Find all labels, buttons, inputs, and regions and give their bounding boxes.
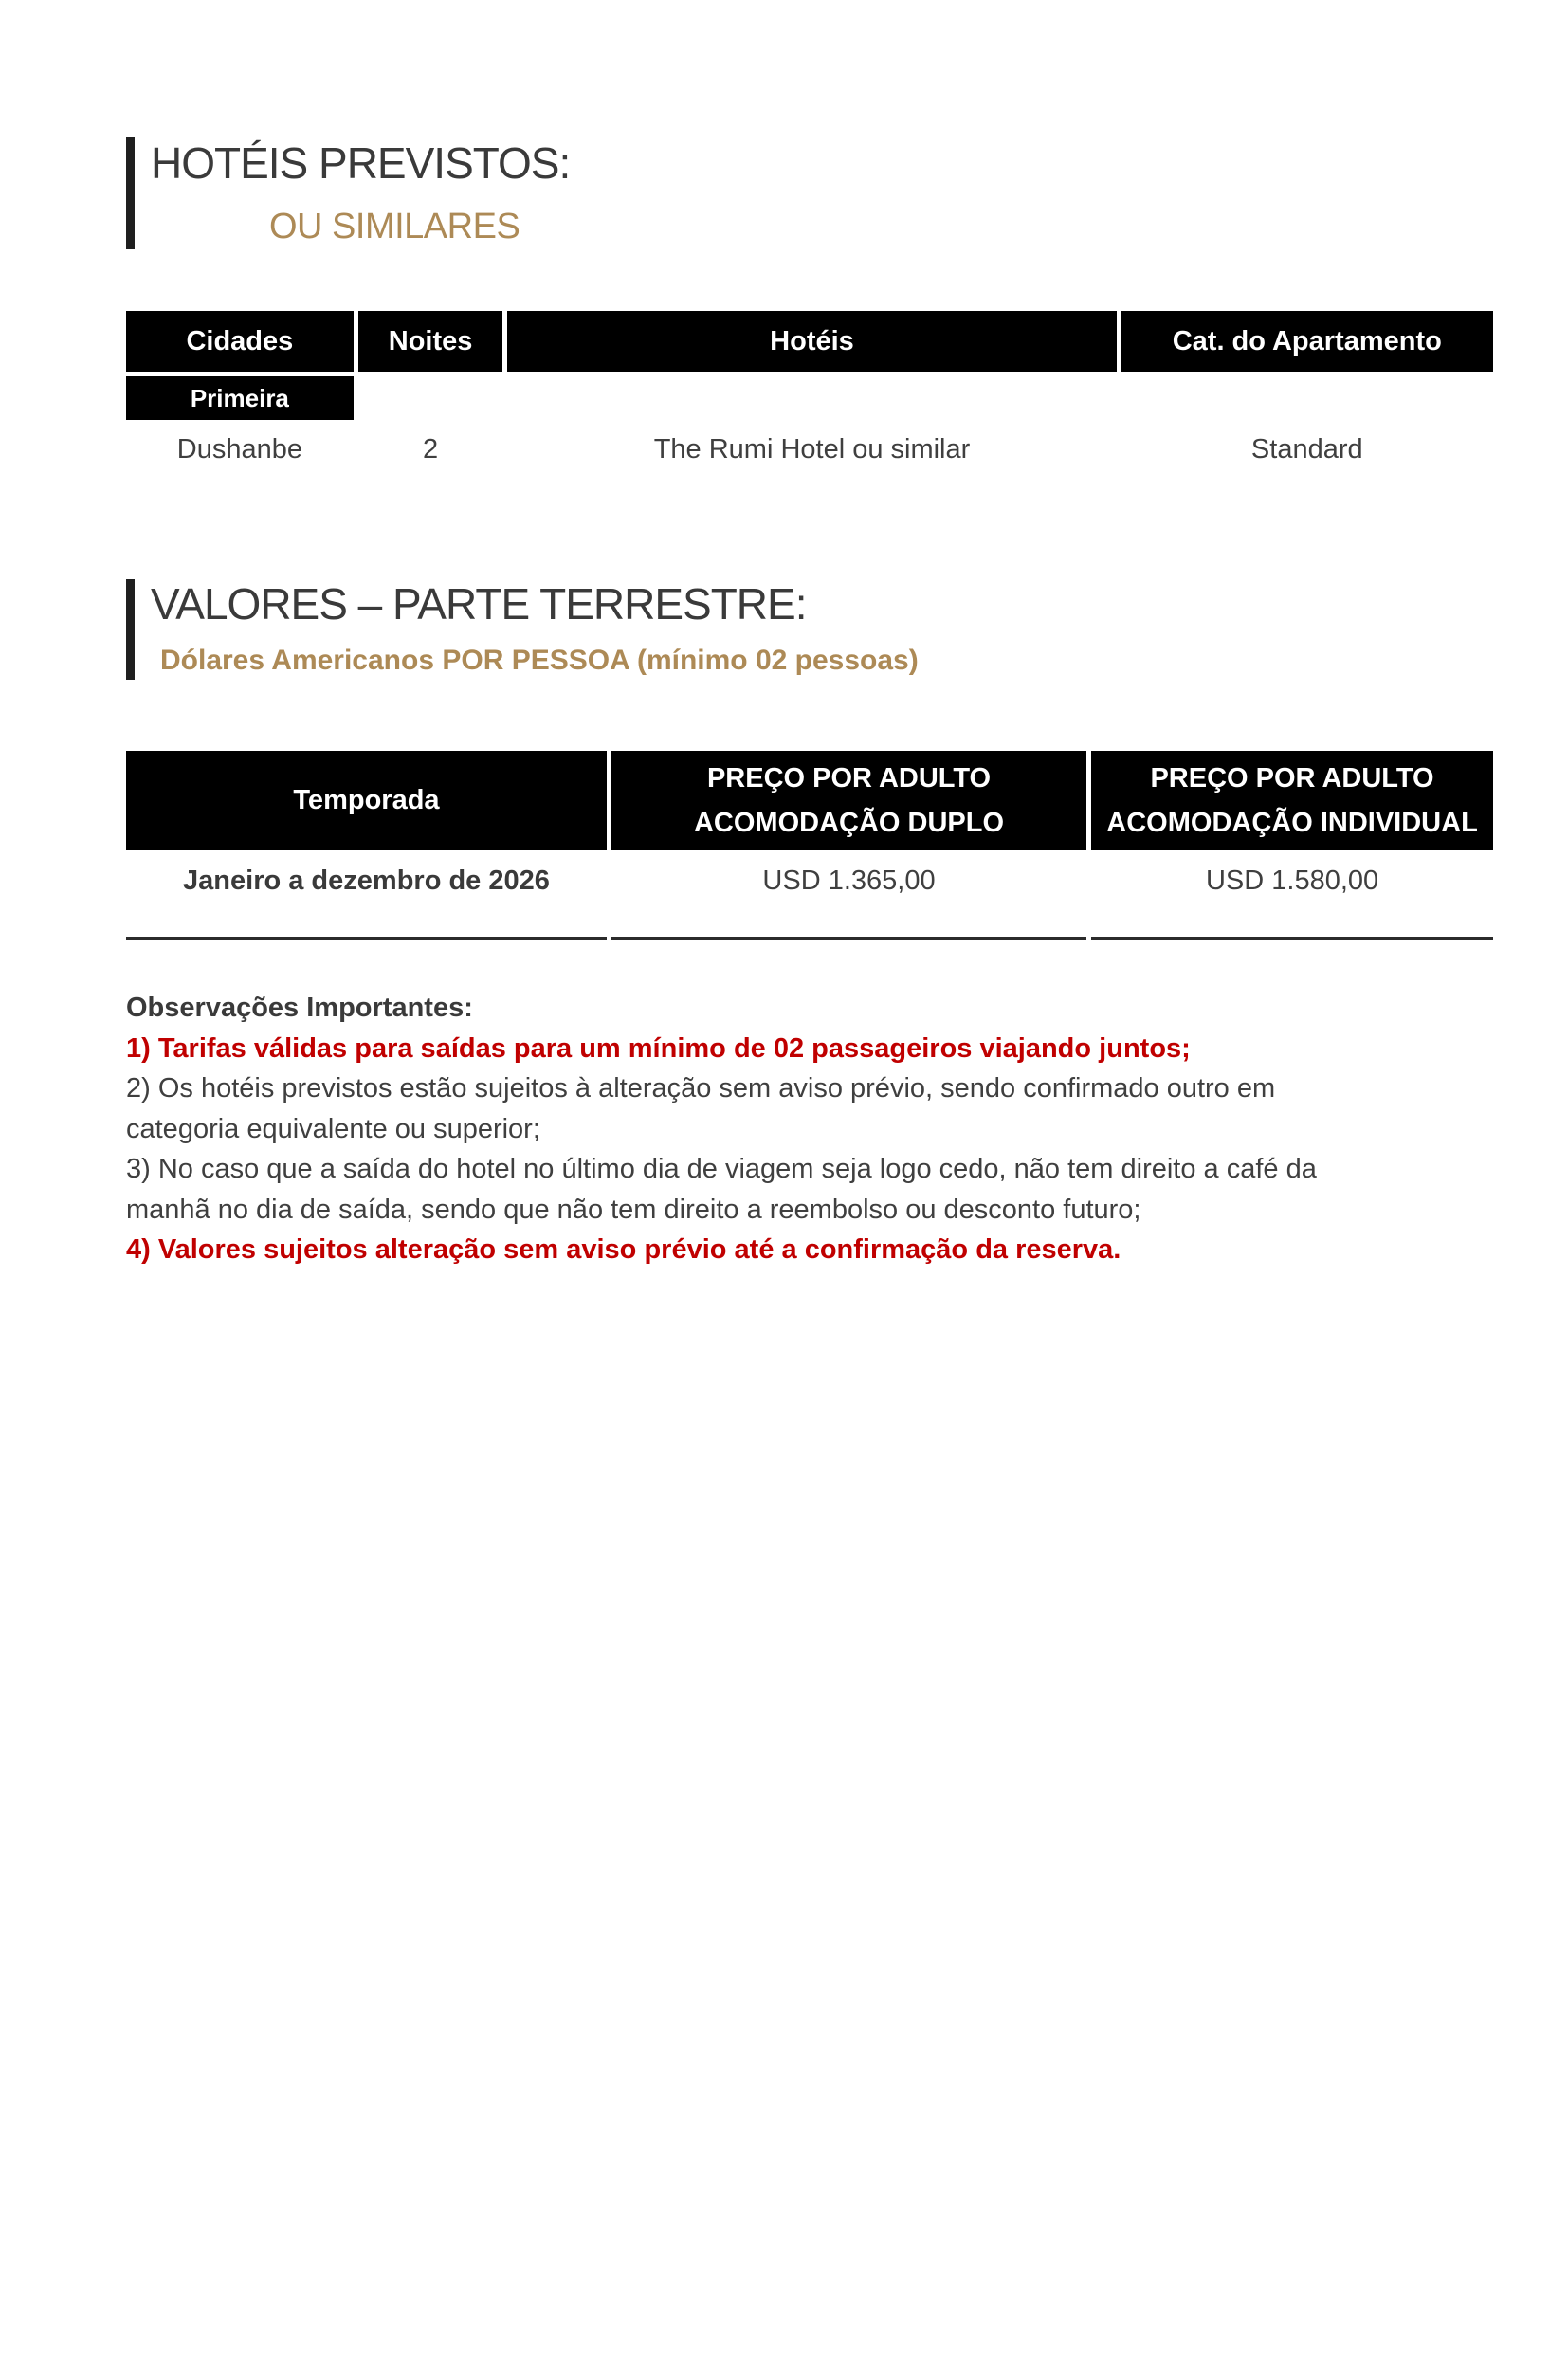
empty-cell <box>358 376 503 420</box>
table-row <box>126 425 1493 474</box>
header-price-single <box>1091 751 1493 850</box>
header-temporada <box>126 751 607 850</box>
header-cidades: Cidades <box>126 311 354 372</box>
empty-cell <box>507 376 1116 420</box>
header-noites: Noites <box>358 311 503 372</box>
header-cat-apartamento: Cat. do Apartamento <box>1121 311 1493 372</box>
observation-item-2-line-2: categoria equivalente ou superior; <box>126 1113 540 1144</box>
header-price-single-line2: ACOMODAÇÃO INDIVIDUAL <box>1106 807 1478 838</box>
category-badge-row <box>126 376 1493 420</box>
values-section-title: VALORES – PARTE TERRESTRE: <box>151 579 807 629</box>
header-price-double <box>611 751 1086 850</box>
empty-cell <box>1121 376 1493 420</box>
hotels-section-subtitle: OU SIMILARES <box>269 207 520 246</box>
header-price-double-line1: PREÇO POR ADULTO <box>706 762 992 794</box>
section-values-header <box>126 579 1495 680</box>
observation-item-3-line-2: manhã no dia de saída, sendo que não tem direito a reembolso ou desconto futuro; <box>126 1194 1141 1225</box>
room-category-cell: Standard <box>1250 433 1363 465</box>
city-cell: Dushanbe <box>176 433 302 465</box>
header-price-single-line1: PREÇO POR ADULTO <box>1150 762 1434 794</box>
values-section-subtitle: Dólares Americanos POR PESSOA (mínimo 02 pessoas) <box>160 645 919 676</box>
values-table-header-row <box>126 751 1493 850</box>
document-page <box>0 137 1568 1270</box>
rule-segment <box>611 912 1086 940</box>
rule-segment <box>1091 912 1493 940</box>
table-row <box>126 855 1493 907</box>
observation-item-2-line-1: 2) Os hotéis previstos estão sujeitos à alteração sem aviso prévio, sendo confirmado outro em <box>126 1073 1276 1104</box>
hotels-table-header-row <box>126 311 1493 372</box>
rule-segment <box>126 912 607 940</box>
header-hoteis: Hotéis <box>507 311 1116 372</box>
header-temporada-label: Temporada <box>293 785 440 815</box>
price-double-cell: USD 1.365,00 <box>762 866 936 896</box>
values-table <box>121 746 1498 944</box>
hotel-cell: The Rumi Hotel ou similar <box>653 433 971 465</box>
table-bottom-rule <box>126 912 1493 940</box>
observations-section <box>126 988 1387 1270</box>
nights-cell: 2 <box>423 433 439 465</box>
section-hotels-header <box>126 137 1495 249</box>
hotels-table <box>121 306 1498 479</box>
observation-item-4: 4) Valores sujeitos alteração sem aviso prévio até a confirmação da reserva. <box>126 1234 1121 1265</box>
observations-title: Observações Importantes: <box>126 993 473 1023</box>
header-price-double-line2: ACOMODAÇÃO DUPLO <box>693 807 1005 838</box>
price-single-cell: USD 1.580,00 <box>1205 866 1379 896</box>
season-cell: Janeiro a dezembro de 2026 <box>183 866 550 896</box>
observation-item-3-line-1: 3) No caso que a saída do hotel no último dia de viagem seja logo cedo, não tem direito a café da <box>126 1154 1317 1184</box>
hotels-section-title: HOTÉIS PREVISTOS: <box>151 138 571 188</box>
observation-item-1: 1) Tarifas válidas para saídas para um mínimo de 02 passageiros viajando juntos; <box>126 1032 1191 1064</box>
category-badge: Primeira <box>126 376 354 420</box>
